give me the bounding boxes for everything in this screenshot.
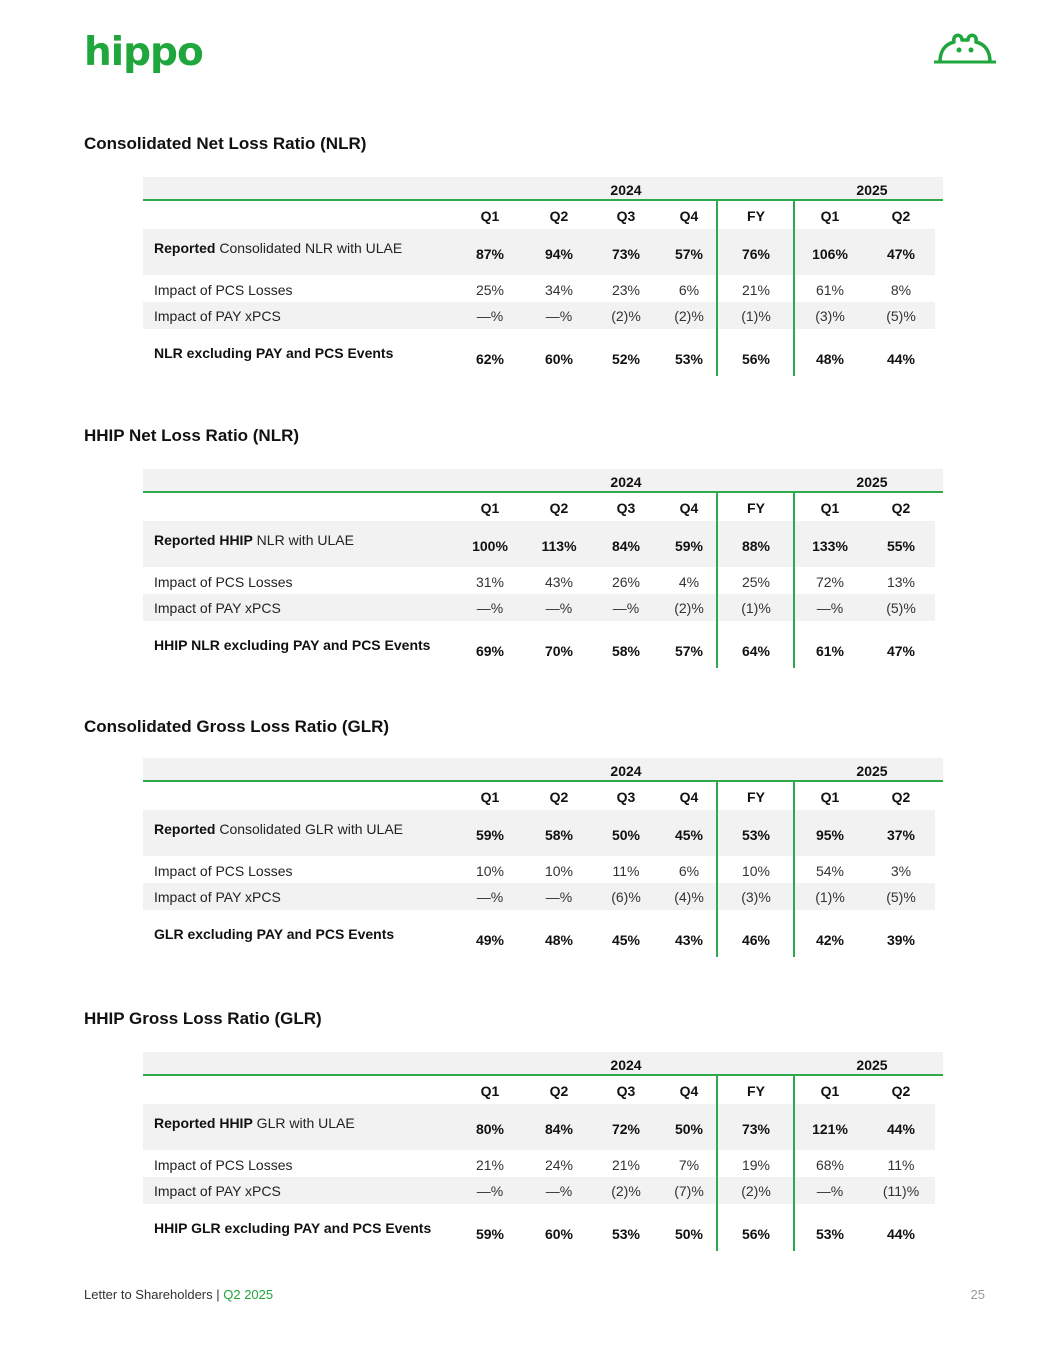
column-header: Q1 [480, 500, 500, 516]
column-header: Q1 [820, 789, 840, 805]
column-header: Q3 [616, 1083, 636, 1099]
row-label [154, 1115, 355, 1131]
table-cell: 84% [611, 538, 641, 554]
table-cell: (5)% [886, 308, 916, 324]
table-cell: (1)% [741, 308, 771, 324]
column-divider [793, 782, 795, 957]
table-cell: 70% [544, 643, 574, 659]
column-divider [793, 1076, 795, 1251]
table-cell: 21% [741, 282, 771, 298]
loss-ratio-table [143, 177, 943, 377]
table-cell: 4% [678, 574, 700, 590]
section-title: HHIP Net Loss Ratio (NLR) [84, 426, 300, 445]
row-label [154, 821, 403, 837]
table-cell: 47% [886, 246, 916, 262]
row-label-text: Impact of PAY xPCS [154, 600, 281, 616]
table-cell: 43% [544, 574, 574, 590]
table-cell: 50% [611, 827, 641, 843]
table-cell: (2)% [741, 1183, 771, 1199]
row-label-bold: Reported [154, 821, 216, 837]
table-cell: (2)% [611, 308, 641, 324]
table-cell: 53% [741, 827, 771, 843]
row-label [154, 889, 281, 905]
column-header: Q2 [549, 208, 569, 224]
table-cell: 10% [544, 863, 574, 879]
row-label-bold: Reported HHIP [154, 532, 253, 548]
column-header: Q2 [891, 208, 911, 224]
row-label-bold: NLR excluding PAY and PCS Events [154, 345, 394, 361]
table-cell: (1)% [815, 889, 845, 905]
section-title: Consolidated Net Loss Ratio (NLR) [84, 134, 367, 153]
year-header-2024: 2024 [610, 474, 642, 490]
table-cell: —% [476, 600, 504, 616]
row-label-bold: GLR excluding PAY and PCS Events [154, 926, 395, 942]
row-label [154, 1157, 293, 1173]
row-label [154, 240, 402, 256]
table-cell: (4)% [674, 889, 704, 905]
row-label [154, 574, 293, 590]
column-divider [716, 493, 718, 668]
table-cell: 21% [611, 1157, 641, 1173]
table-cell: 53% [815, 1226, 845, 1242]
loss-ratio-table [143, 1052, 943, 1252]
table-cell: —% [476, 889, 504, 905]
table-cell: 26% [611, 574, 641, 590]
row-label-bold: HHIP GLR excluding PAY and PCS Events [154, 1220, 432, 1236]
table-cell: 121% [812, 1121, 848, 1137]
table-cell: 43% [674, 932, 704, 948]
table-cell: 106% [812, 246, 848, 262]
column-header: Q3 [616, 208, 636, 224]
row-label-text: Impact of PAY xPCS [154, 308, 281, 324]
row-label-text: Impact of PCS Losses [154, 1157, 293, 1173]
table-cell: (2)% [674, 600, 704, 616]
table-cell: —% [545, 600, 573, 616]
hippo-mascot-icon [932, 30, 998, 66]
table-cell: 31% [475, 574, 505, 590]
year-header-band [143, 758, 943, 782]
table-cell: 72% [611, 1121, 641, 1137]
row-label [154, 345, 393, 361]
table-cell: (3)% [815, 308, 845, 324]
column-divider [716, 201, 718, 376]
column-header: FY [747, 208, 765, 224]
table-cell: 6% [678, 863, 700, 879]
year-header-2024: 2024 [610, 763, 642, 779]
page-number: 25 [970, 1287, 985, 1302]
row-label [154, 282, 293, 298]
table-cell: 13% [886, 574, 916, 590]
table-cell: 47% [886, 643, 916, 659]
table-cell: 48% [815, 351, 845, 367]
year-header-2025: 2025 [856, 1057, 888, 1073]
column-header: Q4 [679, 789, 699, 805]
table-cell: 113% [541, 538, 577, 554]
table-cell: 58% [544, 827, 574, 843]
table-cell: 11% [612, 863, 640, 879]
table-cell: 73% [741, 1121, 771, 1137]
table-cell: 3% [890, 863, 912, 879]
row-label [154, 532, 354, 548]
table-cell: 44% [886, 351, 916, 367]
table-cell: (2)% [674, 308, 704, 324]
table-cell: 62% [475, 351, 505, 367]
row-label [154, 600, 281, 616]
year-header-2025: 2025 [856, 763, 888, 779]
year-header-band [143, 177, 943, 201]
column-header: Q2 [891, 1083, 911, 1099]
loss-ratio-table [143, 758, 943, 958]
footer-text: Letter to Shareholders | [84, 1287, 224, 1302]
column-header: Q4 [679, 208, 699, 224]
row-label-text: Impact of PCS Losses [154, 863, 293, 879]
table-cell: 19% [741, 1157, 771, 1173]
table-cell: 8% [890, 282, 912, 298]
table-cell: 56% [741, 1226, 771, 1242]
table-cell: 10% [741, 863, 771, 879]
table-cell: 44% [886, 1121, 916, 1137]
column-header: Q2 [549, 1083, 569, 1099]
table-cell: —% [545, 1183, 573, 1199]
column-header: Q4 [679, 1083, 699, 1099]
table-cell: 53% [674, 351, 704, 367]
table-cell: 24% [544, 1157, 574, 1173]
table-cell: 25% [741, 574, 771, 590]
table-cell: (7)% [674, 1183, 704, 1199]
table-cell: (3)% [741, 889, 771, 905]
column-divider [793, 201, 795, 376]
table-cell: 46% [741, 932, 771, 948]
row-label-text: Impact of PAY xPCS [154, 889, 281, 905]
column-divider [716, 782, 718, 957]
row-label-bold: Reported [154, 240, 216, 256]
column-header: Q1 [480, 208, 500, 224]
table-cell: 69% [475, 643, 505, 659]
table-cell: 64% [741, 643, 771, 659]
column-header: Q2 [891, 500, 911, 516]
row-label-text: Impact of PCS Losses [154, 282, 293, 298]
column-divider [716, 1076, 718, 1251]
table-cell: 95% [815, 827, 845, 843]
table-cell: 42% [815, 932, 845, 948]
row-label [154, 637, 430, 653]
table-cell: 37% [886, 827, 916, 843]
row-label [154, 926, 394, 942]
table-cell: 58% [611, 643, 641, 659]
table-cell: 133% [812, 538, 848, 554]
table-cell: (11)% [882, 1183, 920, 1199]
table-cell: 52% [611, 351, 641, 367]
column-header: Q1 [480, 1083, 500, 1099]
table-cell: 45% [674, 827, 704, 843]
year-header-2025: 2025 [856, 474, 888, 490]
table-cell: (6)% [611, 889, 641, 905]
table-cell: (5)% [886, 600, 916, 616]
hippo-logo: hippo [84, 30, 203, 75]
table-cell: 76% [741, 246, 771, 262]
column-header: Q3 [616, 789, 636, 805]
table-cell: 21% [475, 1157, 505, 1173]
column-header: Q3 [616, 500, 636, 516]
column-header: Q1 [820, 208, 840, 224]
table-cell: (5)% [886, 889, 916, 905]
column-divider [793, 493, 795, 668]
table-cell: (1)% [741, 600, 771, 616]
table-cell: 53% [611, 1226, 641, 1242]
row-label [154, 863, 293, 879]
table-cell: 45% [611, 932, 641, 948]
year-header-2025: 2025 [856, 182, 888, 198]
table-cell: —% [545, 308, 573, 324]
section-title: Consolidated Gross Loss Ratio (GLR) [84, 717, 390, 736]
column-header: Q1 [820, 1083, 840, 1099]
row-label-text: Impact of PCS Losses [154, 574, 293, 590]
table-cell: 72% [815, 574, 845, 590]
row-label-text: Consolidated NLR with ULAE [215, 240, 403, 256]
row-label [154, 1183, 281, 1199]
table-cell: 44% [886, 1226, 916, 1242]
column-header: Q1 [820, 500, 840, 516]
row-label-bold: HHIP NLR excluding PAY and PCS Events [154, 637, 431, 653]
column-header: Q2 [549, 789, 569, 805]
table-cell: —% [612, 600, 640, 616]
column-header: Q1 [480, 789, 500, 805]
section-title: HHIP Gross Loss Ratio (GLR) [84, 1009, 322, 1028]
table-cell: 61% [815, 643, 845, 659]
table-cell: 50% [674, 1226, 704, 1242]
year-header-2024: 2024 [610, 1057, 642, 1073]
table-cell: 7% [678, 1157, 700, 1173]
table-cell: 61% [815, 282, 845, 298]
table-cell: 39% [886, 932, 916, 948]
table-cell: —% [476, 308, 504, 324]
table-cell: 56% [741, 351, 771, 367]
table-cell: 94% [544, 246, 574, 262]
table-cell: 55% [886, 538, 916, 554]
table-cell: 60% [544, 351, 574, 367]
footer [84, 1287, 273, 1302]
column-header: Q2 [549, 500, 569, 516]
table-cell: 59% [475, 1226, 505, 1242]
table-cell: —% [816, 1183, 844, 1199]
table-cell: —% [816, 600, 844, 616]
year-header-band [143, 1052, 943, 1076]
table-cell: 73% [611, 246, 641, 262]
table-cell: 60% [544, 1226, 574, 1242]
footer-accent: Q2 2025 [223, 1287, 274, 1302]
row-label [154, 308, 281, 324]
column-header: Q2 [891, 789, 911, 805]
row-label-text: Impact of PAY xPCS [154, 1183, 281, 1199]
table-cell: 6% [678, 282, 700, 298]
table-cell: 80% [475, 1121, 505, 1137]
year-header-2024: 2024 [610, 182, 642, 198]
table-cell: 49% [475, 932, 505, 948]
table-cell: 87% [475, 246, 505, 262]
row-label-text: GLR with ULAE [252, 1115, 355, 1131]
table-cell: —% [476, 1183, 504, 1199]
table-cell: 84% [544, 1121, 574, 1137]
table-cell: 57% [674, 246, 704, 262]
table-cell: 59% [475, 827, 505, 843]
column-header: FY [747, 1083, 765, 1099]
loss-ratio-table [143, 469, 943, 669]
table-cell: 68% [815, 1157, 845, 1173]
table-cell: 23% [611, 282, 641, 298]
table-cell: 88% [741, 538, 771, 554]
table-cell: 59% [674, 538, 704, 554]
column-header: FY [747, 789, 765, 805]
table-cell: 10% [475, 863, 505, 879]
year-header-band [143, 469, 943, 493]
table-cell: 48% [544, 932, 574, 948]
column-header: FY [747, 500, 765, 516]
table-cell: 50% [674, 1121, 704, 1137]
column-header: Q4 [679, 500, 699, 516]
table-cell: 100% [472, 538, 508, 554]
table-cell: 11% [887, 1157, 915, 1173]
table-cell: —% [545, 889, 573, 905]
table-cell: 54% [815, 863, 845, 879]
table-cell: 34% [544, 282, 574, 298]
table-cell: 25% [475, 282, 505, 298]
table-cell: 57% [674, 643, 704, 659]
table-cell: (2)% [611, 1183, 641, 1199]
row-label-bold: Reported HHIP [154, 1115, 253, 1131]
row-label [154, 1220, 431, 1236]
row-label-text: NLR with ULAE [252, 532, 354, 548]
row-label-text: Consolidated GLR with ULAE [215, 821, 403, 837]
